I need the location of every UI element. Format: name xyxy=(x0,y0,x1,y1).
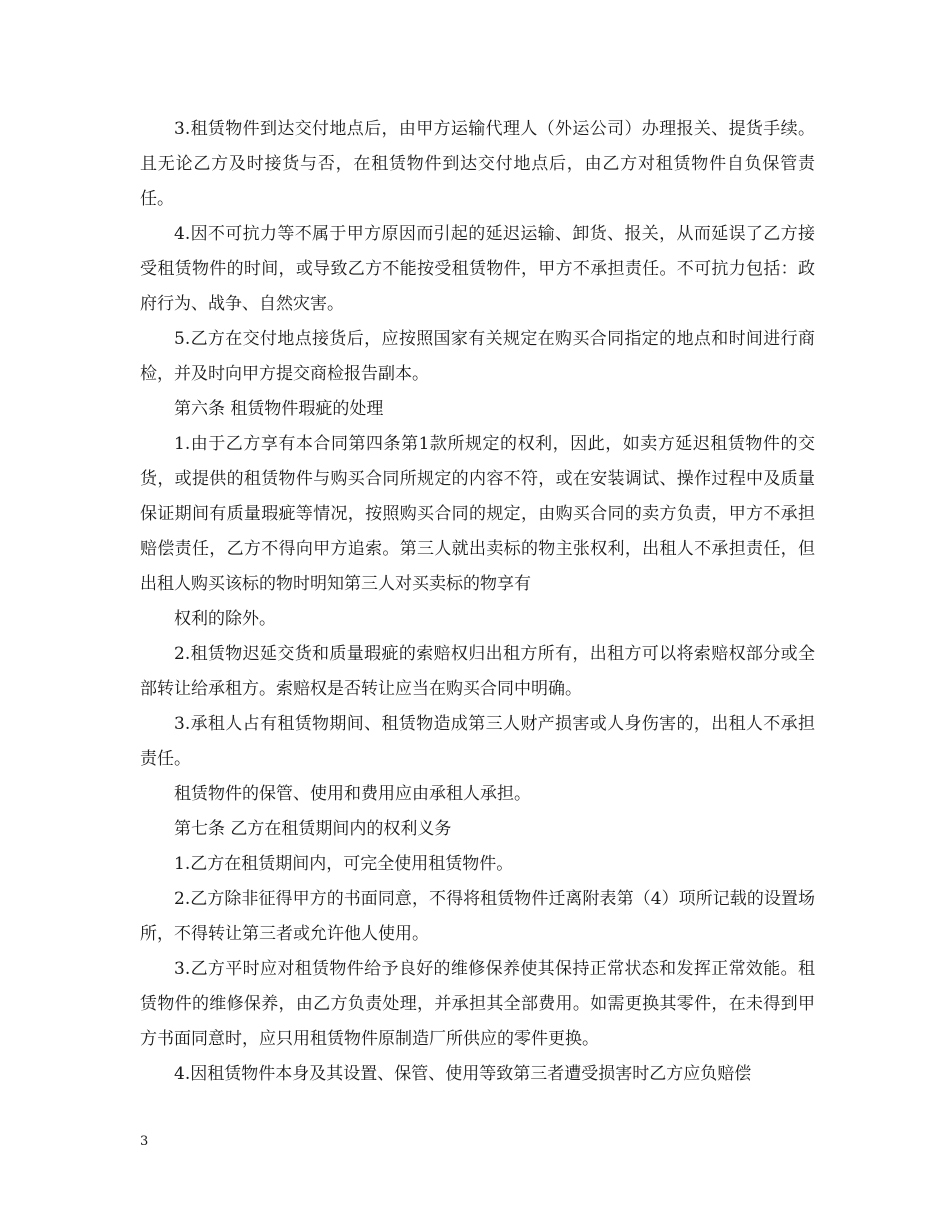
paragraph-clause-6-3: 3.承租人占有租赁物期间、租赁物造成第三人财产损害或人身伤害的，出租人不承担责任。 xyxy=(140,714,815,769)
paragraph-clause-7-2: 2.乙方除非征得甲方的书面同意，不得将租赁物件迁离附表第（4）项所记载的设置场所，不得转让第三者或允许他人使用。 xyxy=(140,889,815,944)
paragraph-clause-5-3: 3.租赁物件到达交付地点后，由甲方运输代理人（外运公司）办理报关、提货手续。且无论乙方及时接货与否，在租赁物件到达交付地点后，由乙方对租赁物件自负保管责任。 xyxy=(140,119,815,209)
paragraph-clause-7-1: 1.乙方在租赁期间内，可完全使用租赁物件。 xyxy=(174,854,514,874)
paragraph-clause-5-4: 4.因不可抗力等不属于甲方原因而引起的延迟运输、卸货、报关，从而延误了乙方接受租赁物件的时间，或导致乙方不能按受租赁物件，甲方不承担责任。不可抗力包括：政府行为、战争、自然灾害。 xyxy=(140,224,815,314)
paragraph-custody-costs: 租赁物件的保管、使用和费用应由承租人承担。 xyxy=(174,784,531,804)
document-body xyxy=(140,112,815,1092)
paragraph-clause-5-5: 5.乙方在交付地点接货后，应按照国家有关规定在购买合同指定的地点和时间进行商检，并及时向甲方提交商检报告副本。 xyxy=(140,329,815,384)
paragraph-clause-7-4: 4.因租赁物件本身及其设置、保管、使用等致第三者遭受损害时乙方应负赔偿 xyxy=(174,1064,752,1084)
section-heading-article-7: 第七条 乙方在租赁期间内的权利义务 xyxy=(174,819,452,839)
paragraph-clause-6-1-continued: 权利的除外。 xyxy=(174,609,276,629)
paragraph-clause-6-2: 2.租赁物迟延交货和质量瑕疵的索赔权归出租方所有，出租方可以将索赔权部分或全部转让给承租方。索赔权是否转让应当在购买合同中明确。 xyxy=(140,644,815,699)
section-heading-article-6: 第六条 租赁物件瑕疵的处理 xyxy=(174,399,384,419)
paragraph-clause-6-1: 1.由于乙方享有本合同第四条第1款所规定的权利，因此，如卖方延迟租赁物件的交货，或提供的租赁物件与购买合同所规定的内容不符，或在安装调试、操作过程中及质量保证期间有质量瑕疵等情况，按照购买合同的规定，由购买合同的卖方负责，甲方不承担赔偿责任，乙方不得向甲方追索。第三人就出卖标的物主张权利，出租人不承担责任，但出租人购买该标的物时明知第三人对买卖标的物享有 xyxy=(140,434,815,594)
page-number: 3 xyxy=(140,1134,149,1149)
paragraph-clause-7-3: 3.乙方平时应对租赁物件给予良好的维修保养使其保持正常状态和发挥正常效能。租赁物件的维修保养，由乙方负责处理，并承担其全部费用。如需更换其零件，在未得到甲方书面同意时，应只用租赁物件原制造厂所供应的零件更换。 xyxy=(140,959,815,1049)
